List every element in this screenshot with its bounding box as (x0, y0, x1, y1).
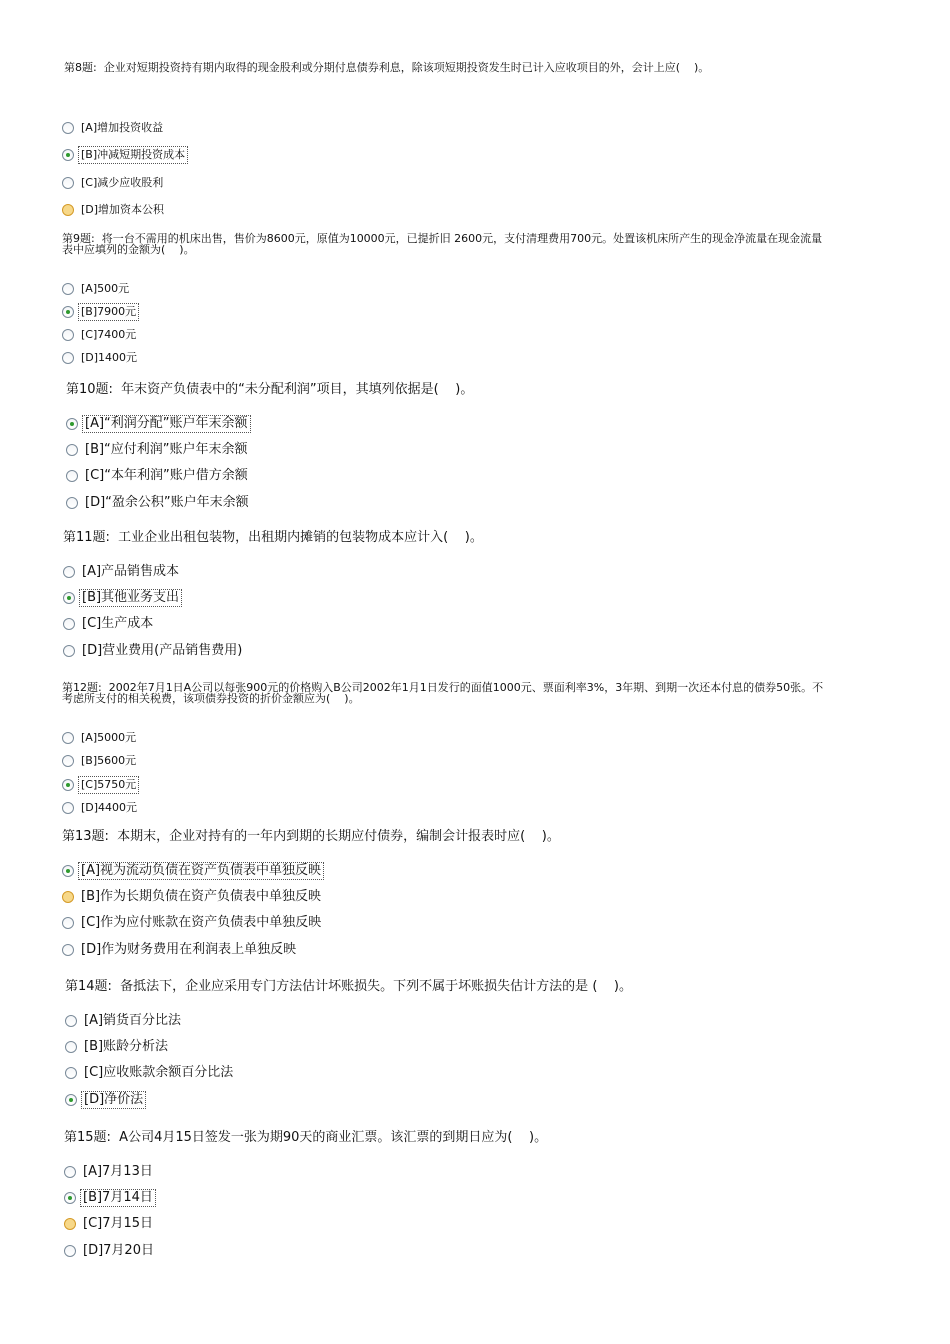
option-15c[interactable] (64, 1214, 155, 1234)
question-14-stem: 第14题: 备抵法下，企业应采用专门方法估计坏账损失。下列不属于坏账损失估计方法的是 ( )。 (65, 979, 632, 994)
radio-button[interactable] (62, 122, 74, 134)
option-9c[interactable] (62, 325, 138, 345)
option-label[interactable]: [C]应收账款余额百分比法 (84, 1065, 234, 1080)
option-12a[interactable] (62, 728, 138, 748)
option-label[interactable]: [B]5600元 (81, 754, 137, 767)
option-10b[interactable] (66, 440, 250, 460)
radio-button[interactable] (65, 1067, 77, 1079)
radio-button[interactable] (62, 865, 74, 877)
radio-button[interactable] (64, 1245, 76, 1257)
option-8d[interactable] (62, 200, 166, 220)
radio-button[interactable] (63, 592, 75, 604)
option-10a[interactable] (66, 414, 250, 434)
option-15b[interactable] (64, 1188, 155, 1208)
question-13-stem: 第13题: 本期末，企业对持有的一年内到期的长期应付债券，编制会计报表时应( )。 (62, 829, 560, 844)
option-label[interactable]: [C]减少应收股利 (81, 176, 164, 189)
radio-button[interactable] (64, 1192, 76, 1204)
radio-button[interactable] (64, 1218, 76, 1230)
question-10-stem: 第10题: 年末资产负债表中的“未分配利润”项目，其填列依据是( )。 (66, 382, 474, 397)
radio-button[interactable] (62, 283, 74, 295)
option-label[interactable]: [C]“本年利润”账户借方余额 (85, 468, 248, 483)
option-10c[interactable] (66, 466, 250, 486)
option-11d[interactable] (63, 641, 244, 661)
option-15d[interactable] (64, 1241, 156, 1261)
radio-button[interactable] (63, 618, 75, 630)
option-13c[interactable] (62, 913, 323, 933)
option-14a[interactable] (65, 1011, 183, 1031)
option-9a[interactable] (62, 279, 131, 299)
option-13b[interactable] (62, 887, 323, 907)
option-9b[interactable] (62, 302, 138, 322)
option-13d[interactable] (62, 940, 298, 960)
question-8-stem: 第8题: 企业对短期投资持有期内取得的现金股利或分期付息债券利息，除该项短期投资发生时已计入应收项目的外，会计上应( )。 (64, 61, 710, 74)
radio-button[interactable] (66, 444, 78, 456)
option-14d[interactable] (65, 1090, 145, 1110)
option-label[interactable]: [A]“利润分配”账户年末余额 (85, 416, 248, 431)
option-label[interactable]: [C]7月15日 (83, 1216, 154, 1231)
option-label[interactable]: [D]4400元 (81, 801, 138, 814)
option-label[interactable]: [A]增加投资收益 (81, 121, 164, 134)
option-label[interactable]: [B]7900元 (81, 305, 137, 318)
radio-button[interactable] (62, 732, 74, 744)
option-9d[interactable] (62, 348, 139, 368)
option-8b[interactable] (62, 145, 187, 165)
option-label[interactable]: [A]产品销售成本 (82, 564, 180, 579)
option-label[interactable]: [A]500元 (81, 282, 130, 295)
question-15-stem: 第15题: A公司4月15日签发一张为期90天的商业汇票。该汇票的到期日应为( )。 (64, 1130, 548, 1145)
option-13a[interactable] (62, 861, 323, 881)
option-label[interactable]: [C]5750元 (81, 778, 137, 791)
option-label[interactable]: [B]作为长期负债在资产负债表中单独反映 (81, 889, 322, 904)
option-label[interactable]: [C]生产成本 (82, 616, 154, 631)
radio-button[interactable] (62, 944, 74, 956)
option-label[interactable]: [D]“盈余公积”账户年末余额 (85, 495, 249, 510)
option-12d[interactable] (62, 798, 139, 818)
option-label[interactable]: [D]7月20日 (83, 1243, 154, 1258)
option-8c[interactable] (62, 173, 165, 193)
radio-button[interactable] (63, 645, 75, 657)
option-label[interactable]: [A]7月13日 (83, 1164, 153, 1179)
radio-button[interactable] (62, 779, 74, 791)
radio-button[interactable] (66, 470, 78, 482)
radio-button[interactable] (63, 566, 75, 578)
radio-button[interactable] (64, 1166, 76, 1178)
question-11-stem: 第11题: 工业企业出租包装物，出租期内摊销的包装物成本应计入( )。 (63, 530, 483, 545)
radio-button[interactable] (62, 149, 74, 161)
radio-button[interactable] (66, 418, 78, 430)
radio-button[interactable] (62, 917, 74, 929)
option-label[interactable]: [D]作为财务费用在利润表上单独反映 (81, 942, 297, 957)
option-label[interactable]: [B]7月14日 (83, 1190, 153, 1205)
option-12c[interactable] (62, 775, 138, 795)
option-label[interactable]: [A]视为流动负债在资产负债表中单独反映 (81, 863, 322, 878)
option-15a[interactable] (64, 1162, 155, 1182)
option-14b[interactable] (65, 1037, 170, 1057)
option-8a[interactable] (62, 118, 165, 138)
option-label[interactable]: [B]其他业务支出 (82, 590, 180, 605)
option-14c[interactable] (65, 1063, 235, 1083)
option-label[interactable]: [C]7400元 (81, 328, 137, 341)
option-label[interactable]: [A]销货百分比法 (84, 1013, 182, 1028)
option-10d[interactable] (66, 493, 251, 513)
option-label[interactable]: [D]净价法 (84, 1092, 144, 1107)
option-label[interactable]: [B]账龄分析法 (84, 1039, 169, 1054)
option-label[interactable]: [B]冲减短期投资成本 (81, 148, 186, 161)
question-12-stem: 第12题: 2002年7月1日A公司以每张900元的价格购入B公司2002年1月1日发行的面值1000元、票面利率3%，3年期、到期一次还本付息的债券50张。不考虑所支付的相关税费，该项债券投资的折价金额应为( )。 (62, 681, 824, 705)
option-12b[interactable] (62, 751, 138, 771)
radio-button[interactable] (62, 329, 74, 341)
option-label[interactable]: [C]作为应付账款在资产负债表中单独反映 (81, 915, 322, 930)
radio-button[interactable] (65, 1015, 77, 1027)
question-9-stem: 第9题: 将一台不需用的机床出售，售价为8600元，原值为10000元，已提折旧 2600元，支付清理费用700元。处置该机床所产生的现金净流量在现金流量表中应填列的金额为( )。 (62, 232, 823, 256)
option-label[interactable]: [D]增加资本公积 (81, 203, 165, 216)
radio-button[interactable] (66, 497, 78, 509)
radio-button[interactable] (62, 306, 74, 318)
radio-button[interactable] (62, 802, 74, 814)
radio-button[interactable] (62, 204, 74, 216)
radio-button[interactable] (62, 177, 74, 189)
radio-button[interactable] (62, 755, 74, 767)
radio-button[interactable] (65, 1041, 77, 1053)
option-11a[interactable] (63, 562, 181, 582)
option-label[interactable]: [D]1400元 (81, 351, 138, 364)
option-label[interactable]: [B]“应付利润”账户年末余额 (85, 442, 248, 457)
option-label[interactable]: [A]5000元 (81, 731, 137, 744)
radio-button[interactable] (65, 1094, 77, 1106)
radio-button[interactable] (62, 352, 74, 364)
option-11b[interactable] (63, 588, 181, 608)
option-11c[interactable] (63, 614, 155, 634)
option-label[interactable]: [D]营业费用(产品销售费用) (82, 643, 243, 658)
radio-button[interactable] (62, 891, 74, 903)
